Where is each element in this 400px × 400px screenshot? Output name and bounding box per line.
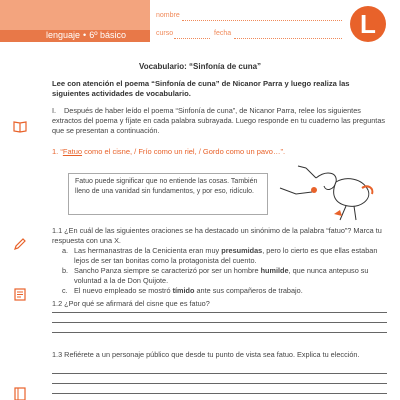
question-1-2: 1.2 ¿Por qué se afirmará del cisne que es fatuo?	[52, 299, 210, 308]
option-text: , pero lo cierto es que ellas estaban lejos de ser tan bonitas como la protagonista del cuento.	[74, 246, 378, 265]
answer-line[interactable]	[52, 373, 387, 374]
left-margin	[0, 40, 40, 400]
date-label: fecha	[214, 30, 232, 37]
subject-label	[46, 30, 126, 40]
answer-options	[62, 246, 387, 296]
option-highlight: humilde	[260, 266, 289, 275]
pencil-icon	[12, 236, 28, 252]
course-field[interactable]	[174, 38, 210, 39]
course-label: curso	[156, 30, 174, 37]
swan-illustration	[276, 148, 386, 228]
option-b[interactable]	[62, 266, 387, 286]
option-highlight: presumidas	[221, 246, 263, 255]
option-text: , que nunca antepuso su voluntad a la de Don Quijote.	[74, 266, 369, 285]
subject-logo: L	[350, 6, 386, 42]
grade-label: 6º básico	[89, 30, 126, 40]
read-icon	[12, 118, 28, 134]
answer-line[interactable]	[52, 322, 387, 323]
section-instructions: Después de haber leído el poema “Sinfonía de cuna”, de Nicanor Parra, relee los siguientes extractos del poema y fíjate en cada palabra subrayada. Luego responde en tu cuaderno las preguntas que se presentan a continuación.	[52, 106, 386, 135]
option-highlight: tímido	[172, 286, 195, 295]
answer-line[interactable]	[52, 312, 387, 313]
option-text: Sancho Panza siempre se caracterizó por ser un hombre	[74, 266, 261, 275]
date-field[interactable]	[234, 38, 342, 39]
excerpt-text: como el cisne, / Frío como un riel, / Gordo como un pavo…”.	[82, 147, 286, 156]
name-label: nombre	[156, 12, 180, 19]
instructions: Lee con atención el poema “Sinfonía de cuna” de Nicanor Parra y luego realiza las siguientes actividades de vocabulario.	[52, 79, 350, 98]
answer-line[interactable]	[52, 383, 387, 384]
option-text: ante sus compañeros de trabajo.	[194, 286, 303, 295]
name-field[interactable]	[182, 20, 342, 21]
worksheet-header	[0, 0, 400, 40]
option-text: Las hermanastras de la Cenicienta eran muy	[74, 246, 222, 255]
answer-line[interactable]	[52, 393, 387, 394]
option-text: El nuevo empleado se mostró	[74, 286, 173, 295]
subject-name: lenguaje	[46, 30, 81, 40]
option-letter: a.	[62, 246, 69, 255]
item-number: 1.	[52, 147, 59, 156]
question-1-1: 1.1 ¿En cuál de las siguientes oraciones se ha destacado un sinónimo de la palabra “fatuo”? Marca tu respuesta con una X.	[52, 226, 382, 245]
option-letter: b.	[62, 266, 69, 275]
excerpt-open-quote: “	[60, 147, 63, 156]
worksheet-title: Vocabulario: “Sinfonía de cuna”	[138, 62, 262, 71]
notebook-icon	[12, 386, 28, 400]
section-number: I.	[52, 106, 57, 115]
write-icon	[12, 286, 28, 302]
subject-separator: •	[83, 30, 87, 40]
option-c[interactable]	[62, 286, 387, 296]
section-1-text	[52, 106, 387, 136]
option-a[interactable]	[62, 246, 387, 266]
definition-box: Fatuo puede significar que no entiende las cosas. También lleno de una vanidad sin fundamentos, y por eso, ridículo.	[68, 173, 268, 215]
underlined-word: Fatuo	[62, 147, 83, 156]
answer-line[interactable]	[52, 332, 387, 333]
question-1-3: 1.3 Refiérete a un personaje público que desde tu punto de vista sea fatuo. Explica tu elección.	[52, 350, 360, 359]
option-letter: c.	[62, 286, 68, 295]
poem-excerpt	[52, 147, 292, 157]
